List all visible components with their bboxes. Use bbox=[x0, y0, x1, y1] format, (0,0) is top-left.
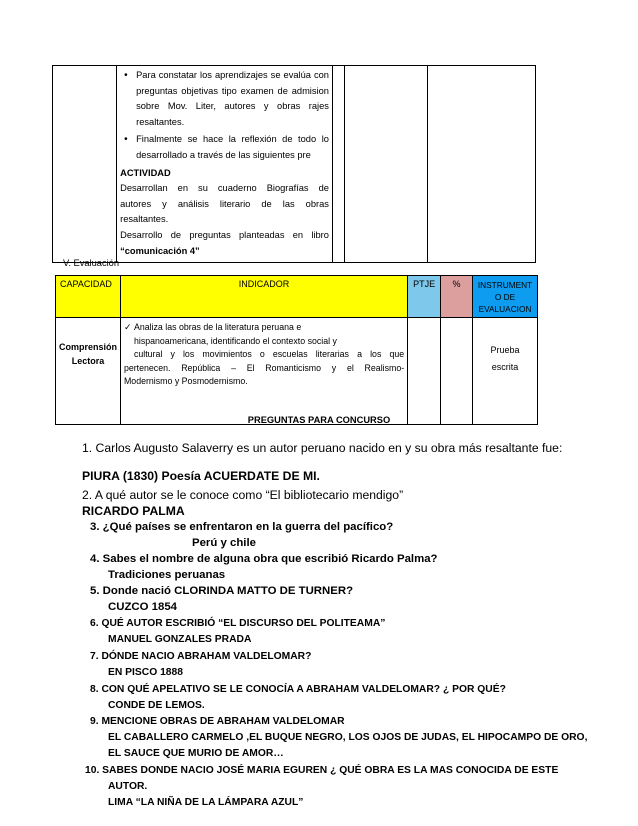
bullet-item: • Finalmente se hace la reflexión de todo lo desarrollado a través de las siguientes pre bbox=[120, 132, 329, 163]
answer-1: PIURA (1830) Poesía ACUERDATE DE MI. bbox=[82, 469, 320, 483]
answer-10: LIMA “LA NIÑA DE LA LÁMPARA AZUL” bbox=[108, 797, 304, 808]
question-1: 1. Carlos Augusto Salaverry es un autor peruano nacido en y su obra más resaltante fue: bbox=[82, 441, 563, 455]
bullet-item: • Para constatar los aprendizajes se evalúa con preguntas objetivas tipo examen de admision sobre Mov. Liter, autores y obras rajes resaltantes. bbox=[120, 68, 329, 130]
indicador-line: pertenecen. República – El Romanticismo y el Realismo- bbox=[123, 362, 405, 373]
question-7: 7. DÓNDE NACIO ABRAHAM VALDELOMAR? bbox=[90, 651, 312, 662]
actividad-line: Desarrollan en su cuaderno Biografías de bbox=[120, 183, 329, 194]
instrumento-cell bbox=[473, 318, 538, 425]
empty-cell bbox=[332, 66, 344, 263]
empty-cell bbox=[344, 66, 428, 263]
header-instrumento-line: EVALUACION bbox=[478, 304, 532, 314]
question-2: 2. A qué autor se le conoce como “El bibliotecario mendigo” bbox=[82, 488, 404, 502]
answer-2: RICARDO PALMA bbox=[82, 504, 185, 518]
header-indicador: INDICADOR bbox=[120, 276, 407, 318]
question-10-cont: AUTOR. bbox=[108, 781, 148, 792]
answer-9-line: EL SAUCE QUE MURIO DE AMOR… bbox=[108, 748, 284, 759]
question-5: 5. Donde nació CLORINDA MATTO DE TURNER? bbox=[90, 585, 354, 597]
answer-7: EN PISCO 1888 bbox=[108, 667, 183, 678]
question-8: 8. CON QUÉ APELATIVO SE LE CONOCÍA A ABRAHAM VALDELOMAR? ¿ POR QUÉ? bbox=[90, 684, 506, 695]
indicador-line: hispanoamericana, identificando el contexto social y bbox=[133, 335, 337, 346]
header-ptje: PTJE bbox=[408, 276, 441, 318]
header-capacidad: CAPACIDAD bbox=[56, 276, 121, 318]
answer-5: CUZCO 1854 bbox=[108, 601, 178, 613]
actividad-line: autores y análisis literario de las obras bbox=[120, 198, 329, 209]
activities-table bbox=[52, 65, 536, 263]
header-instrumento-line: INSTRUMENT bbox=[477, 280, 533, 290]
concurso-title: PREGUNTAS PARA CONCURSO bbox=[247, 415, 391, 425]
evaluation-table bbox=[55, 275, 538, 425]
header-percent: % bbox=[441, 276, 473, 318]
answer-8: CONDE DE LEMOS. bbox=[108, 700, 205, 711]
indicador-line: Modernismo y Posmodernismo. bbox=[123, 376, 248, 387]
activities-cell bbox=[117, 66, 333, 263]
empty-cell bbox=[428, 66, 536, 263]
actividad-book: “comunicación 4” bbox=[120, 245, 200, 256]
indicador-cell bbox=[120, 318, 407, 425]
percent-cell bbox=[441, 318, 473, 425]
header-instrumento-line: O DE bbox=[494, 292, 516, 302]
empty-cell bbox=[53, 66, 117, 263]
answer-6: MANUEL GONZALES PRADA bbox=[108, 634, 252, 645]
actividad-line: resaltantes. bbox=[120, 214, 169, 225]
ptje-cell bbox=[408, 318, 441, 425]
indicador-line: ✓ Analiza las obras de la literatura peruana e bbox=[124, 321, 404, 335]
capacidad-line: Comprensión bbox=[58, 342, 117, 352]
answer-9-line: EL CABALLERO CARMELO ,EL BUQUE NEGRO, LOS OJOS DE JUDAS, EL HIPOCAMPO DE ORO, bbox=[108, 732, 588, 743]
section-heading: V. Evaluación bbox=[63, 258, 119, 268]
actividad-line: Desarrollo de preguntas planteadas en libro bbox=[120, 229, 329, 240]
indicador-line: cultural y los movimientos o escuelas literarias a los que bbox=[133, 349, 405, 360]
question-3: 3. ¿Qué países se enfrentaron en la guerra del pacífico? bbox=[90, 521, 394, 533]
capacidad-cell bbox=[56, 318, 121, 425]
question-10: 10. SABES DONDE NACIO JOSÉ MARIA EGUREN ¿ QUÉ OBRA ES LA MAS CONOCIDA DE ESTE bbox=[85, 765, 559, 776]
question-9: 9. MENCIONE OBRAS DE ABRAHAM VALDELOMAR bbox=[90, 716, 345, 727]
instrumento-line: Prueba bbox=[490, 345, 520, 355]
header-instrumento bbox=[473, 276, 538, 318]
actividad-label: ACTIVIDAD bbox=[120, 167, 171, 178]
question-6: 6. QUÉ AUTOR ESCRIBIÓ “EL DISCURSO DEL POLITEAMA” bbox=[90, 618, 386, 629]
instrumento-line: escrita bbox=[491, 362, 519, 372]
question-4: 4. Sabes el nombre de alguna obra que escribió Ricardo Palma? bbox=[90, 553, 438, 565]
answer-3: Perú y chile bbox=[192, 537, 256, 549]
capacidad-line: Lectora bbox=[71, 356, 105, 366]
answer-4: Tradiciones peruanas bbox=[108, 569, 226, 581]
